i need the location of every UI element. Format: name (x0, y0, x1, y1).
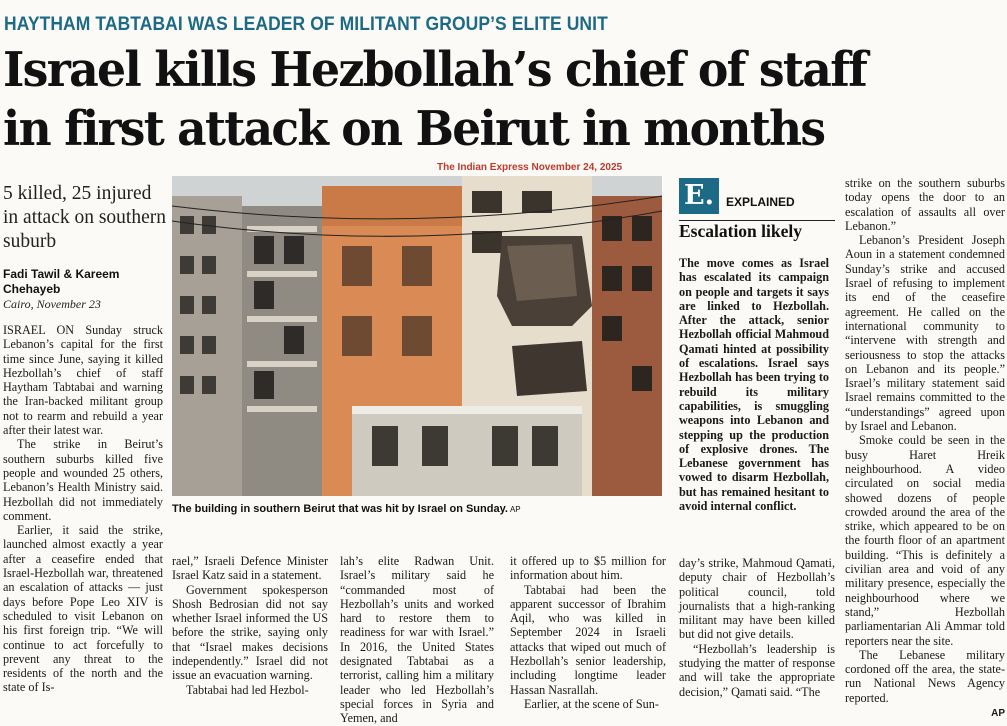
article-column-6 (845, 176, 1005, 719)
paragraph: rael,” Israeli Defence Minister Israel Katz said in a statement. (172, 554, 328, 583)
paragraph: The strike in Beirut’s southern suburbs killed five people and wounded 25 others, Lebanon’s Health Ministry said. Hezbollah did not immediately comment. (3, 437, 163, 523)
kicker: HAYTHAM TABTABAI WAS LEADER OF MILITANT GROUP’S ELITE UNIT (4, 14, 608, 35)
byline-authors: Fadi Tawil & Kareem Chehayeb (3, 267, 120, 296)
article-column-5 (679, 556, 835, 699)
paragraph: strike on the southern suburbs today opens the door to an escalation of assaults all over Lebanon.” (845, 176, 1005, 233)
explained-logo: E. (679, 178, 719, 214)
explained-tag: EXPLAINED (726, 195, 795, 209)
article-column-1 (3, 323, 163, 695)
dateline: Cairo, November 23 (3, 297, 101, 311)
paragraph: lah’s elite Radwan Unit. Israel’s military said he “commanded most of Hezbollah’s units and worked hard to restore them to readiness for war with Israel.” In 2016, the United States designated Tabtabai as a terrorist, calling him a military leader who led Hezbollah’s special forces in Syria and Yemen, and (340, 554, 494, 726)
end-credit: AP (991, 707, 1005, 719)
paragraph: Lebanon’s President Joseph Aoun in a statement condemned Sunday’s strike and accused Israel of refusing to implement its end of the ceasefire agreement. He called on the international community to “intervene with strength and seriousness to stop the attacks on Lebanon and its people.” Israel’s military statement said Israel remains committed to the “understandings” agreed upon by Israel and Lebanon. (845, 233, 1005, 434)
paragraph: day’s strike, Mahmoud Qamati, deputy chair of Hezbollah’s political council, told journalists that a high-ranking militant may have been killed but did not give details. (679, 556, 835, 642)
article-column-2 (172, 554, 328, 697)
paragraph: ISRAEL ON Sunday struck Lebanon’s capital for the first time since June, saying it killed Hezbollah’s chief of staff Haytham Tabtabai and warning the Iran-backed militant group not to rearm and rebuild a year after their latest war. (3, 323, 163, 438)
paragraph: Tabtabai had been the apparent successor of Ibrahim Aqil, who was killed in September 2024 in Israeli attacks that wiped out much of Hezbollah’s senior leadership, including longtime leader Hassan Nasrallah. (510, 582, 666, 697)
explained-body: The move comes as Israel has escalated its campaign on people and targets it says are linked to Hezbollah. After the attack, senior Hezbollah official Mahmoud Qamati hinted at possibility of escalations. Israel says Hezbollah has been trying to rebuild its military capabilities, is smuggling weapons into Lebanon and stepping up the production of explosive drones. The Lebanese government has vowed to disarm Hezbollah, but has remained hesitant to avoid internal conflict. (679, 256, 829, 514)
explained-box (679, 176, 835, 556)
paragraph: “Hezbollah’s leadership is studying the matter of response and will take the appropriate decision,” Qamati said. “The (679, 641, 835, 699)
damaged-building-image (172, 176, 662, 496)
deck: 5 killed, 25 injured in attack on southern suburb (3, 183, 166, 252)
news-photo (172, 176, 662, 496)
paragraph: Smoke could be seen in the busy Haret Hreik neighbourhood. A video circulated on social media showed dozens of people crowded around the area of the strike, which appeared to be on the fourth floor of an apartment building. “This is definitely a civilian area and void of any military presence, especially the neighbourhood where we stand,” Hezbollah parliamentarian Ali Ammar told reporters near the site. (845, 433, 1005, 648)
explained-heading: Escalation likely (679, 221, 802, 241)
paragraph: Tabtabai had led Hezbol- (186, 682, 309, 697)
photo-credit: AP (509, 505, 521, 514)
photo-caption (172, 503, 521, 515)
paragraph: Earlier, at the scene of Sun- (524, 696, 659, 711)
source-credit: The Indian Express November 24, 2025 (437, 162, 623, 173)
paragraph: Government spokesperson Shosh Bedrosian did not say whether Israel informed the US before the strike, saying only that “Israel makes decisions independently.” Israel did not issue an evacuation warning. (172, 582, 328, 683)
article-column-4 (510, 554, 666, 711)
paragraph: it offered up to $5 million for information about him. (510, 554, 666, 583)
paragraph: Earlier, it said the strike, launched almost exactly a year after a ceasefire ended that Israel-Hezbollah war, threatened an escalation of attacks — just days before Pope Leo XIV is scheduled to visit Lebanon on his first foreign trip. “We will continue to act forcefully to prevent any threat to the residents of the north and the state of Is- (3, 523, 163, 695)
headline-line-1: Israel kills Hezbollah’s chief of staff (3, 42, 867, 98)
photo-caption-text: The building in southern Beirut that was hit by Israel on Sunday. (172, 503, 508, 515)
paragraph: The Lebanese military cordoned off the area, the state-run National News Agency reported. (845, 647, 1005, 705)
headline-line-2: in first attack on Beirut in months (3, 101, 825, 157)
article-column-3 (340, 554, 494, 726)
